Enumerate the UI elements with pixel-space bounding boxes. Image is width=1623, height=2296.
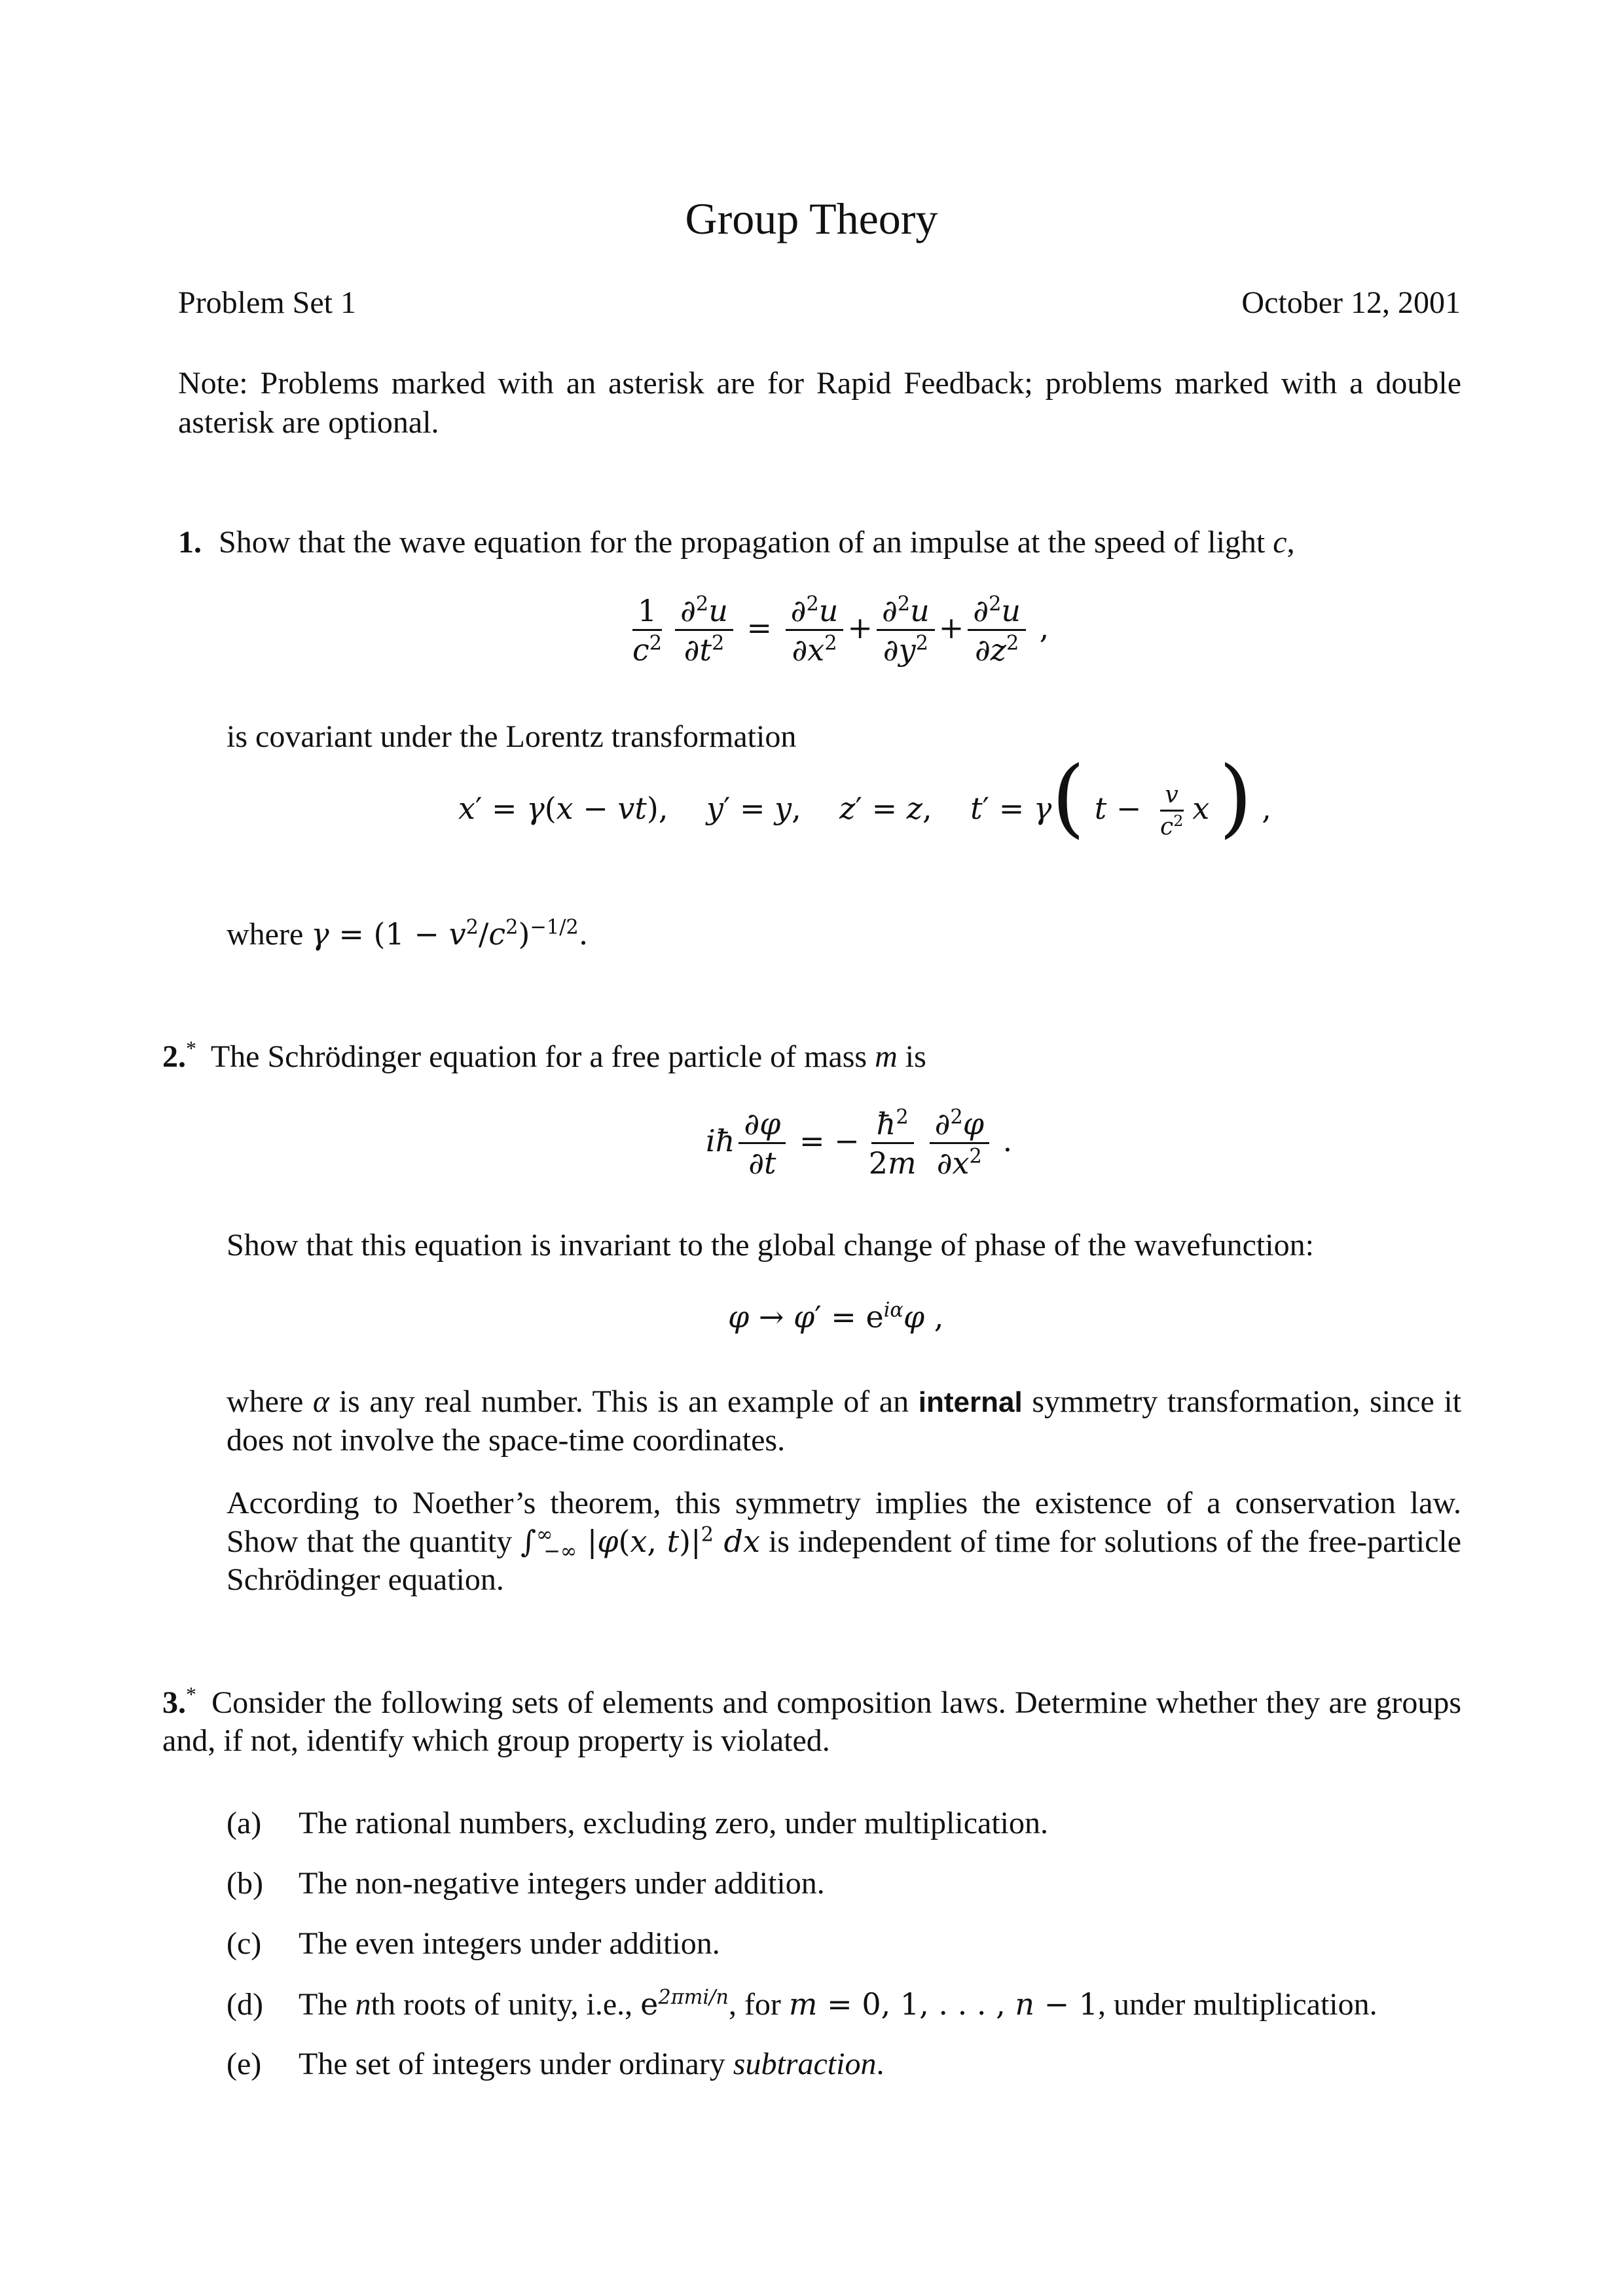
where-text: is any real number. This is an example of an <box>338 1384 909 1419</box>
list-item <box>227 1804 1048 1842</box>
problem-1: 1. Show that the wave equation for the propagation of an impulse at the speed of light c, <box>178 525 1295 560</box>
note-paragraph: Note: Problems marked with an asterisk are for Rapid Feedback; problems marked with a double asterisk are optional. <box>178 366 1461 440</box>
phase-transformation: $\varphi \to \varphi' = e^{i\alpha}\varphi$ , <box>728 1299 944 1335</box>
item-label: (c) <box>227 1926 262 1961</box>
problem-2-noether: According to Noether’s theorem, this symmetry implies the existence of a conservation law. Show that the quantity $\int^\infty_{-\infty}$ |φ(x, $t)|^2$ dx is independent of time for solutions of the free-particle Schrödinger equation. <box>227 1486 1462 1597</box>
problem-number: 3. <box>162 1685 186 1720</box>
problem-1-intro-var: c <box>1273 525 1287 560</box>
problem-1-intro: Show that the wave equation for the propagation of an impulse at the speed of light <box>219 525 1266 560</box>
internal-keyword: internal <box>918 1386 1023 1418</box>
noether-text: According to Noether’s theorem, this symmetry implies the existence of a conservation law. Show that the quantity <box>227 1486 1461 1559</box>
problem-1-middle: is covariant under the Lorentz transformation <box>227 719 797 754</box>
problem-2-intro: The Schrödinger equation for a free particle of mass <box>210 1039 867 1074</box>
list-item <box>227 2045 884 2083</box>
wave-equation: $\frac{1}{c^2}$ $\frac{\partial^2u}{\partial t^2}$ = $\frac{\partial^2u}{\partial x^2}$ + $\frac{\partial^2u}{\partial y^2}$ + $\frac{\partial^2u}{\partial z^2}$ , <box>632 592 1049 668</box>
schrodinger-equation: iħ $\frac{\partial\varphi}{\partial t}$ = − $\frac{ħ^2}{2m}$ $\frac{\partial^2\varphi}{\partial x^2}$ . <box>706 1105 1013 1181</box>
problem-number: 1. <box>178 525 202 560</box>
item-label: (b) <box>227 1866 263 1901</box>
problem-2: 2.* The Schrödinger equation for a free particle of mass m is <box>162 1037 926 1074</box>
date: October 12, 2001 <box>1241 285 1461 320</box>
item-text: th roots of unity, i.e., <box>371 1987 633 2022</box>
asterisk-marker: * <box>186 1037 196 1060</box>
item-text: The rational numbers, excluding zero, under multiplication. <box>299 1806 1048 1840</box>
item-label: (d) <box>227 1987 263 2022</box>
where-label: where <box>227 1384 304 1419</box>
problem-2-where: where α is any real number. This is an example of an internal symmetry transformation, since it does not involve the space-time coordinates. <box>227 1384 1462 1458</box>
item-text: The even integers under addition. <box>299 1926 720 1961</box>
list-item: (d) The nth roots of unity, i.e., $e^{2\pi mi/n}$, for m = 0, 1, . . . , n − 1, under multiplication. <box>227 1985 1377 2024</box>
list-item <box>227 1925 720 1963</box>
gamma-definition: where $\gamma = (1 - v^2/c^2)^{-1/2}$. <box>227 916 589 952</box>
problem-3-intro: Consider the following sets of elements and composition laws. Determine whether they are groups and, if not, identify which group property is violated. <box>162 1685 1461 1758</box>
page-title: Group Theory <box>685 194 938 243</box>
asterisk-marker: * <box>186 1683 196 1706</box>
item-label: (e) <box>227 2047 262 2081</box>
lorentz-transformation: x′ = γ(x − vt), y′ = y, z′ = z, t′ = γ( t − $\frac{v}{c^2}$ x ) , <box>458 747 1271 848</box>
list-item <box>227 1865 825 1903</box>
item-emphasis: subtraction <box>733 2047 877 2081</box>
noether-text-end: is independent of time for solutions of the free-particle Schrödinger equation. <box>227 1524 1462 1597</box>
item-label: (a) <box>227 1806 262 1840</box>
item-text: , for <box>728 1987 781 2022</box>
problem-2-intro-end: is <box>905 1039 926 1074</box>
where-text-end: symmetry transformation, since it does not involve the space-time coordinates. <box>227 1384 1462 1458</box>
problem-2-show: Show that this equation is invariant to the global change of phase of the wavefunction: <box>227 1228 1314 1263</box>
problem-number: 2. <box>162 1039 186 1074</box>
item-text: , under multiplication. <box>1098 1987 1377 2022</box>
item-text: The set of integers under ordinary <box>299 2047 725 2081</box>
where-label: where <box>227 917 304 952</box>
problem-3 <box>162 1684 1461 1760</box>
problem-set-label: Problem Set 1 <box>178 285 356 320</box>
item-text: The non-negative integers under addition. <box>299 1866 825 1901</box>
item-text: . <box>876 2047 884 2081</box>
item-text: The <box>299 1987 348 2022</box>
